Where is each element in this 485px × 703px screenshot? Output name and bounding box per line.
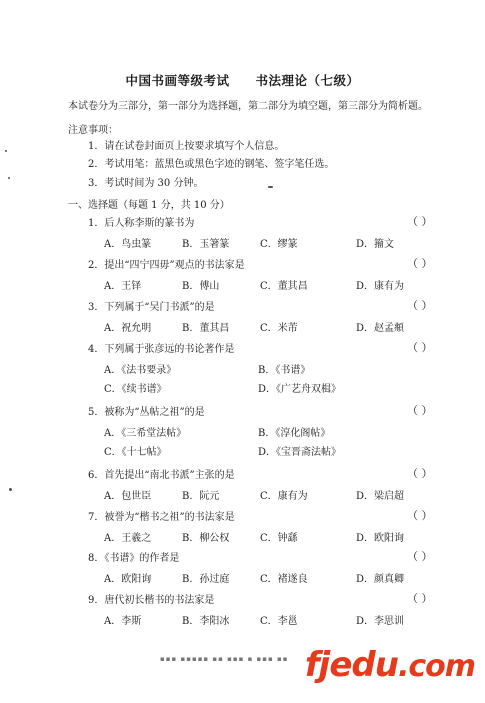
answer-option: A．王羲之 bbox=[104, 533, 152, 544]
answer-blank: （ ） bbox=[407, 215, 433, 228]
page-title bbox=[0, 71, 485, 89]
answer-blank: （ ） bbox=[407, 404, 433, 417]
answer-option: A．王铎 bbox=[104, 281, 142, 292]
question-text: 5．被称为“丛帖之祖”的是 bbox=[88, 407, 205, 418]
scan-speck bbox=[5, 150, 7, 152]
answer-blank: （ ） bbox=[407, 341, 433, 354]
answer-option: A．包世臣 bbox=[104, 491, 152, 502]
exam-name: 中国书画等级考试 bbox=[125, 73, 230, 88]
question-text: 3．下列属于“吴门书派”的是 bbox=[88, 302, 215, 313]
footer-smudge: ▪▪▪ ▪▪▪▪▪ ▪▪ ▪▪▪ ▪ ▪▪▪ ▪▪ bbox=[160, 655, 289, 663]
answer-option: B．董其昌 bbox=[182, 323, 230, 334]
answer-option: D．赵孟頫 bbox=[356, 323, 405, 334]
question-text: 6．首先提出“南北书派”主张的是 bbox=[88, 470, 235, 481]
site-watermark-logo: fjedu.com bbox=[304, 645, 475, 685]
answer-option: D．康有为 bbox=[356, 281, 405, 292]
answer-option: B．傅山 bbox=[182, 281, 220, 292]
answer-option: C．董其昌 bbox=[260, 281, 308, 292]
answer-option: C．《续书谱》 bbox=[104, 384, 167, 395]
exam-subject: 书法理论（七级） bbox=[255, 73, 360, 88]
answer-blank: （ ） bbox=[407, 509, 433, 522]
answer-option: C．康有为 bbox=[260, 491, 308, 502]
answer-option: B．李阳冰 bbox=[182, 616, 230, 627]
answer-option: D．欧阳询 bbox=[356, 533, 405, 544]
question-text: 7．被誉为“楷书之祖”的书法家是 bbox=[88, 512, 235, 523]
answer-option: B．《书谱》 bbox=[258, 365, 311, 376]
question-text: 1．后人称李斯的篆书为 bbox=[88, 218, 195, 229]
answer-option: B．《淳化阁帖》 bbox=[258, 428, 331, 439]
answer-blank: （ ） bbox=[407, 299, 433, 312]
question-text: 9．唐代初长楷书的书法家是 bbox=[88, 595, 215, 606]
answer-option: D．梁启超 bbox=[356, 491, 405, 502]
intro-text: 本试卷分为三部分，第一部分为选择题，第二部分为填空题，第三部分为简析题。 bbox=[68, 101, 428, 112]
section-heading: 一、选择题（每题 1 分，共 10 分） bbox=[68, 200, 230, 211]
answer-option: D．颜真卿 bbox=[356, 574, 405, 585]
answer-option: C．褚遂良 bbox=[260, 574, 308, 585]
answer-option: A．《法书要录》 bbox=[104, 365, 177, 376]
answer-option: D．《广艺舟双楫》 bbox=[258, 384, 342, 395]
answer-option: C．钟繇 bbox=[260, 533, 298, 544]
answer-option: A．李斯 bbox=[104, 616, 142, 627]
scan-speck bbox=[9, 488, 12, 491]
answer-option: C．李邕 bbox=[260, 616, 298, 627]
answer-option: A．《三希堂法帖》 bbox=[104, 428, 187, 439]
notes-heading: 注意事项： bbox=[68, 125, 118, 136]
note-item: 3．考试时间为 30 分钟。 bbox=[88, 178, 204, 189]
answer-blank: （ ） bbox=[407, 467, 433, 480]
question-text: 2．提出“四宁四毋”观点的书法家是 bbox=[88, 260, 245, 271]
answer-option: A．鸟虫篆 bbox=[104, 239, 152, 250]
question-text: 4．下列属于张彦远的书论著作是 bbox=[88, 344, 235, 355]
note-item: 2．考试用笔：蓝黑色或黑色字迹的钢笔、签字笔任选。 bbox=[88, 159, 335, 170]
note-item: 1．请在试卷封面页上按要求填写个人信息。 bbox=[88, 141, 285, 152]
answer-option: C．米芾 bbox=[260, 323, 298, 334]
answer-option: B．柳公权 bbox=[182, 533, 230, 544]
answer-option: C．缪篆 bbox=[260, 239, 298, 250]
answer-option: B．孙过庭 bbox=[182, 574, 230, 585]
answer-option: C．《十七帖》 bbox=[104, 447, 167, 458]
answer-option: B．玉箸篆 bbox=[182, 239, 230, 250]
answer-blank: （ ） bbox=[407, 257, 433, 270]
scan-speck bbox=[8, 177, 10, 179]
answer-option: D．籀文 bbox=[356, 239, 395, 250]
answer-blank: （ ） bbox=[407, 592, 433, 605]
scan-speck bbox=[268, 186, 273, 188]
answer-option: A．祝允明 bbox=[104, 323, 152, 334]
answer-option: D．《宝晋斋法帖》 bbox=[258, 447, 342, 458]
answer-option: A．欧阳询 bbox=[104, 574, 152, 585]
answer-option: D．李思训 bbox=[356, 616, 405, 627]
answer-option: B．阮元 bbox=[182, 491, 220, 502]
question-text: 8．《书谱》的作者是 bbox=[88, 553, 180, 564]
answer-blank: （ ） bbox=[407, 550, 433, 563]
